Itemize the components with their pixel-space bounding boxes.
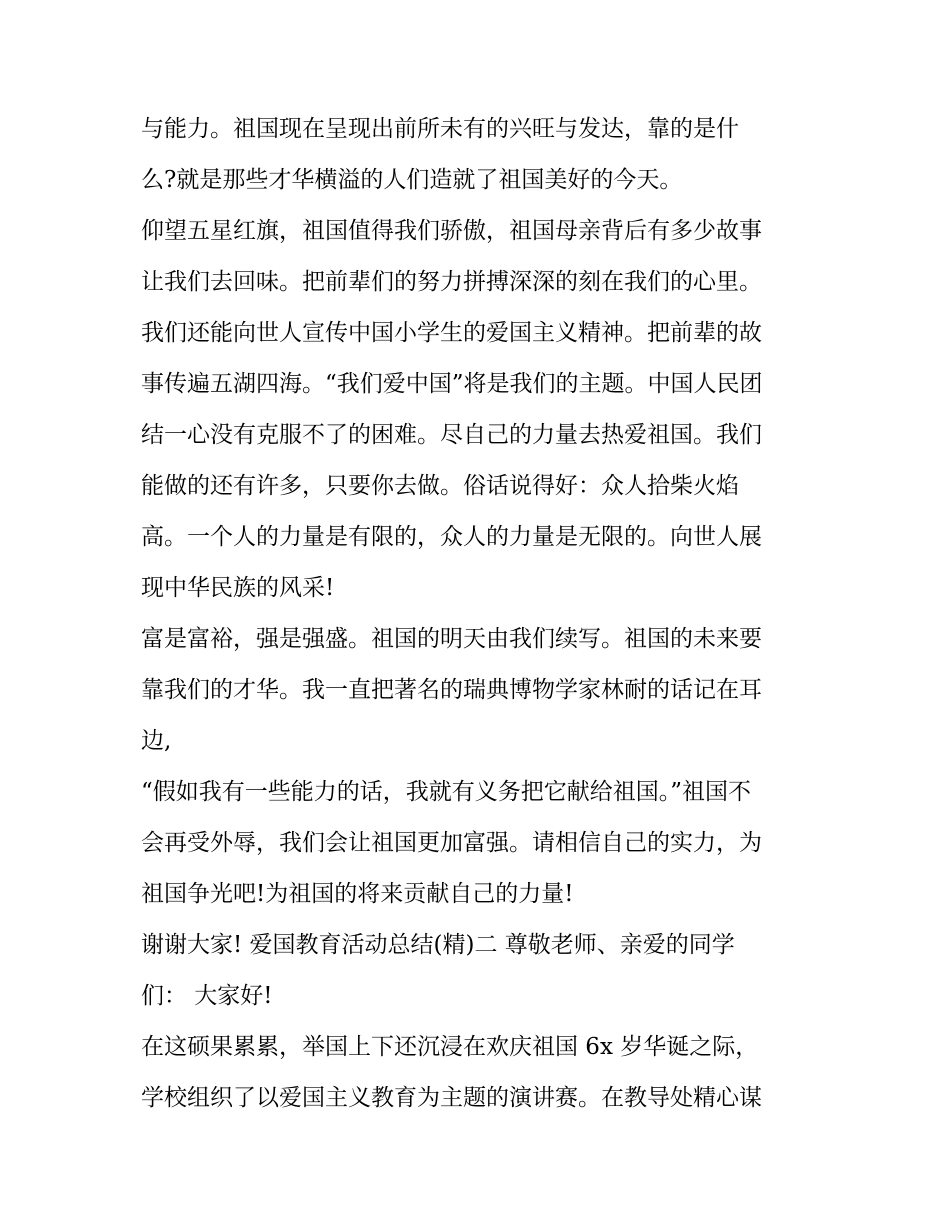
text-line: 与能力。祖国现在呈现出前所未有的兴旺与发达，靠的是什	[141, 116, 739, 142]
text-line: 么?就是那些才华横溢的人们造就了祖国美好的今天。	[141, 167, 683, 193]
text-line: 我们还能向世人宣传中国小学生的爱国主义精神。把前辈的故	[141, 320, 762, 346]
text-line: 们： 大家好!	[141, 983, 273, 1009]
text-line: “假如我有一些能力的话，我就有义务把它献给祖国。”祖国不	[141, 779, 752, 805]
text-line: 富是富裕，强是强盛。祖国的明天由我们续写。祖国的未来要	[141, 626, 762, 652]
text-line: 学校组织了以爱国主义教育为主题的演讲赛。在教导处精心谋	[141, 1085, 762, 1111]
text-line: 能做的还有许多，只要你去做。俗话说得好：众人拾柴火焰	[141, 473, 739, 499]
text-line: 靠我们的才华。我一直把著名的瑞典博物学家林耐的话记在耳	[141, 677, 762, 703]
text-line: 事传遍五湖四海。“我们爱中国”将是我们的主题。中国人民团	[141, 371, 763, 397]
text-line: 让我们去回味。把前辈们的努力拼搏深深的刻在我们的心里。	[141, 269, 762, 295]
body-text	[141, 104, 821, 1124]
text-line: 谢谢大家! 爱国教育活动总结(精)二 尊敬老师、亲爱的同学	[141, 932, 735, 958]
text-line: 现中华民族的风采!	[141, 575, 335, 601]
text-line: 仰望五星红旗，祖国值得我们骄傲，祖国母亲背后有多少故事	[141, 218, 762, 244]
text-line: 在这硕果累累，举国上下还沉浸在欢庆祖国 6x 岁华诞之际，	[141, 1034, 759, 1060]
text-line: 边,	[141, 728, 172, 754]
text-line: 祖国争光吧!为祖国的将来贡献自己的力量!	[141, 881, 574, 907]
text-line: 会再受外辱，我们会让祖国更加富强。请相信自己的实力，为	[141, 830, 762, 856]
text-line: 结一心没有克服不了的困难。尽自己的力量去热爱祖国。我们	[141, 422, 762, 448]
text-line: 高。一个人的力量是有限的，众人的力量是无限的。向世人展	[141, 524, 762, 550]
